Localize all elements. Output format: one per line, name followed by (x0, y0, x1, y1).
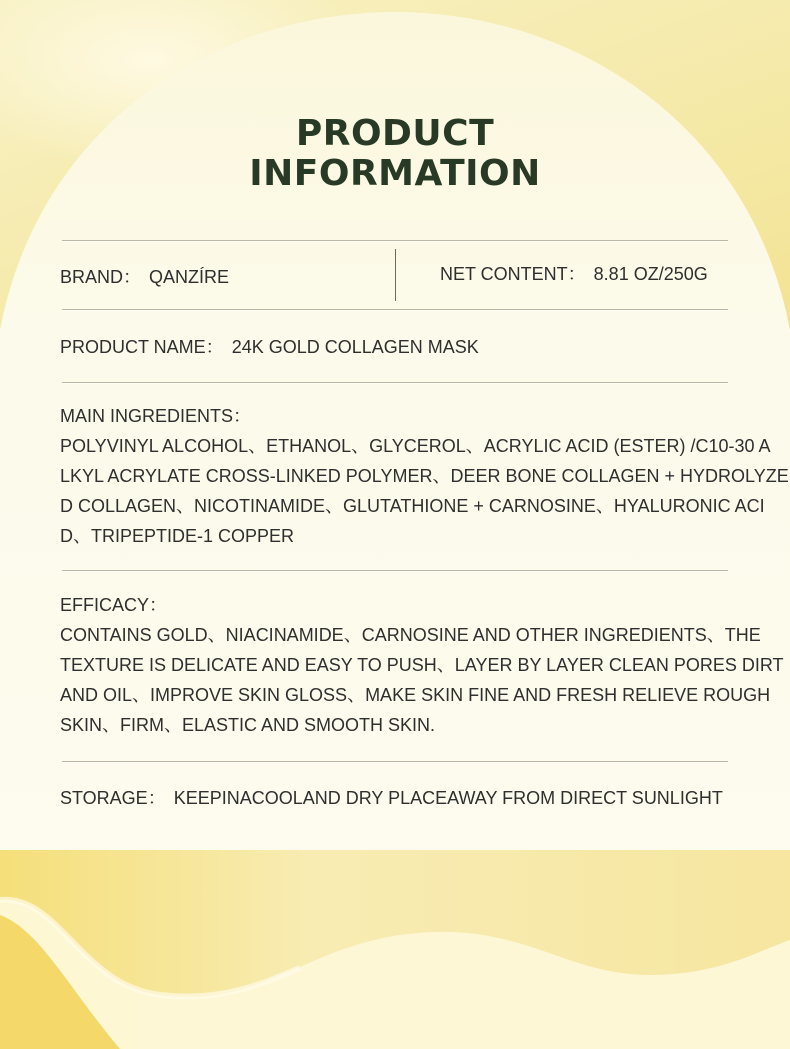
title-line-1: PRODUCT (295, 113, 495, 154)
efficacy-label: EFFICACY： (60, 595, 168, 615)
brand-row (60, 262, 229, 292)
net-content-label: NET CONTENT： (440, 264, 586, 284)
brand-value: QANZÍRE (149, 267, 230, 287)
main-ingredients-section (60, 401, 789, 551)
storage-label: STORAGE： (60, 788, 166, 808)
divider (62, 240, 728, 241)
net-content-value: 8.81 OZ/250G (593, 264, 708, 284)
page-title (0, 114, 790, 194)
divider (62, 309, 728, 310)
main-ingredients-label: MAIN INGREDIENTS： (60, 406, 252, 426)
net-content-row (440, 259, 708, 289)
product-name-label: PRODUCT NAME： (60, 337, 224, 357)
efficacy-section (60, 590, 784, 740)
divider (62, 570, 728, 571)
efficacy-line: SKIN、FIRM、ELASTIC AND SMOOTH SKIN. (60, 715, 436, 735)
storage-row (60, 783, 723, 813)
efficacy-line: TEXTURE IS DELICATE AND EASY TO PUSH、LAYER BY LAYER CLEAN PORES DIRT (60, 655, 784, 675)
divider (62, 761, 728, 762)
vertical-divider (395, 249, 396, 301)
ingredients-line: POLYVINYL ALCOHOL、ETHANOL、GLYCEROL、ACRYLIC ACID (ESTER) /C10-30 A (60, 436, 771, 456)
ingredients-line: LKYL ACRYLATE CROSS-LINKED POLYMER、DEER BONE COLLAGEN + HYDROLYZE (60, 466, 789, 486)
title-line-2: INFORMATION (249, 153, 541, 194)
brand-label: BRAND： (60, 267, 142, 287)
ingredients-line: D COLLAGEN、NICOTINAMIDE、GLUTATHIONE + CARNOSINE、HYALURONIC ACI (60, 496, 765, 516)
product-name-value: 24K GOLD COLLAGEN MASK (231, 337, 479, 357)
product-name-row (60, 332, 479, 362)
efficacy-line: CONTAINS GOLD、NIACINAMIDE、CARNOSINE AND OTHER INGREDIENTS、THE (60, 625, 761, 645)
storage-value: KEEPINACOOLAND DRY PLACEAWAY FROM DIRECT SUNLIGHT (173, 788, 723, 808)
ingredients-line: D、TRIPEPTIDE-1 COPPER (60, 526, 295, 546)
divider (62, 382, 728, 383)
efficacy-line: AND OIL、IMPROVE SKIN GLOSS、MAKE SKIN FINE AND FRESH RELIEVE ROUGH (60, 685, 771, 705)
